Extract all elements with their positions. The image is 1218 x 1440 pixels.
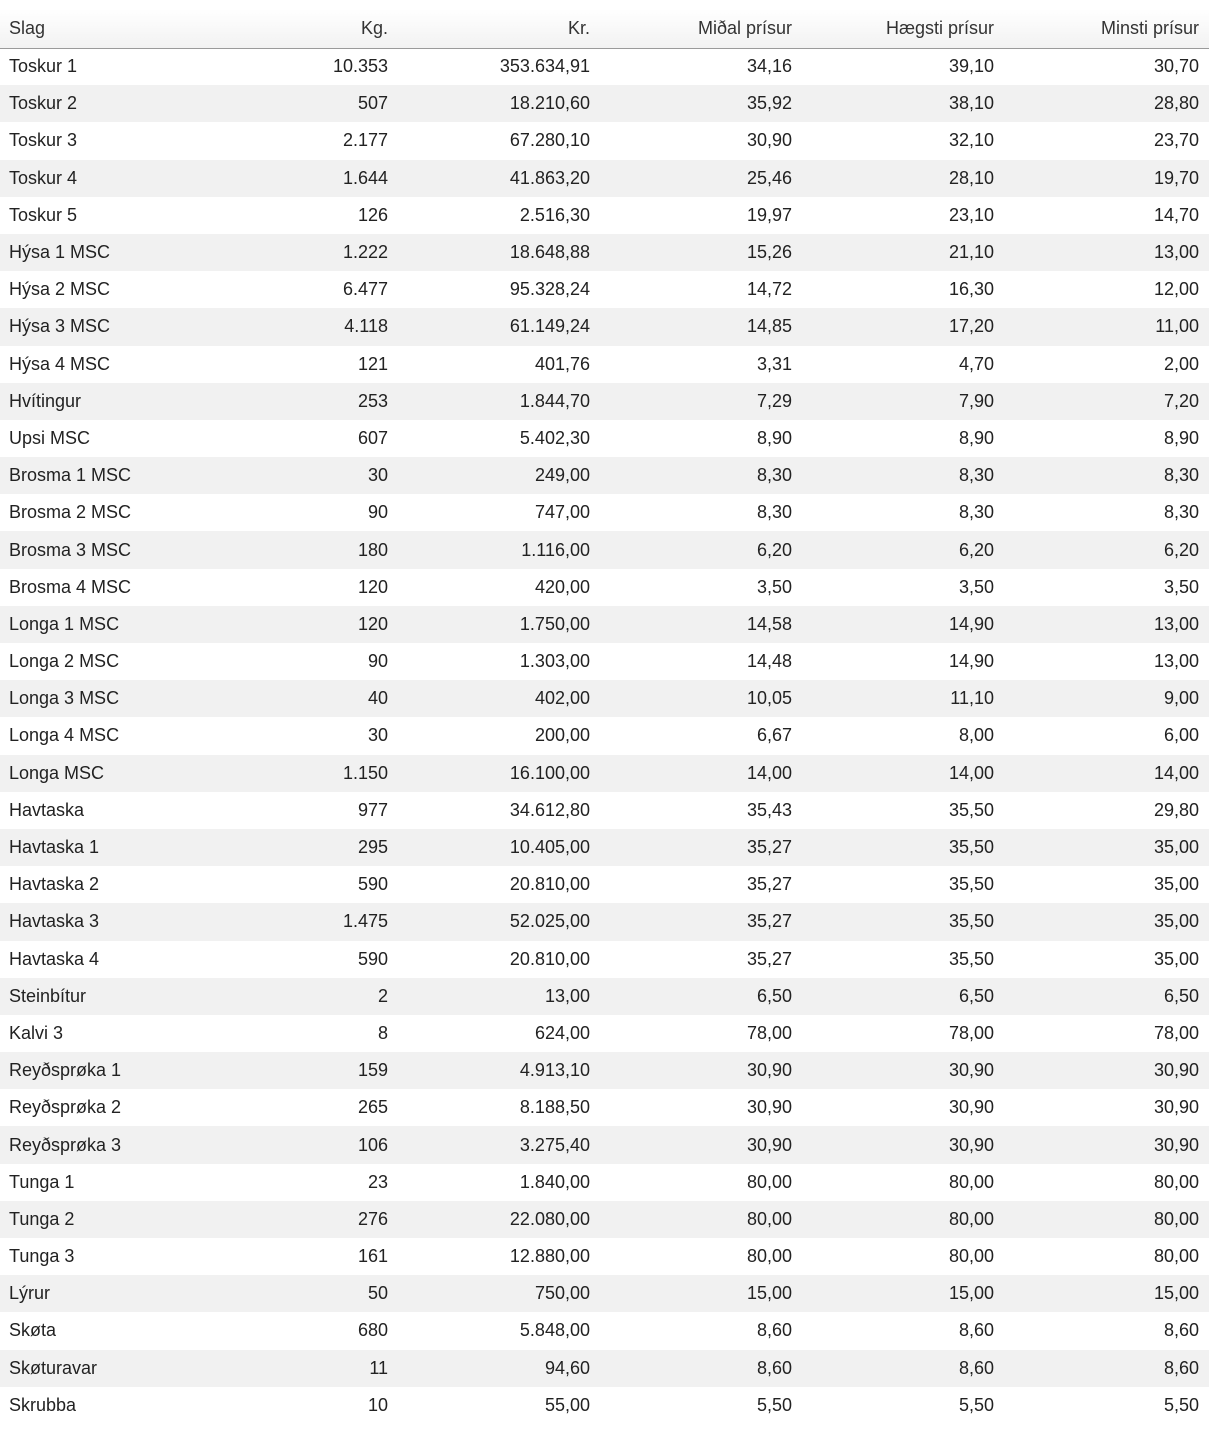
cell-lowest-price: 13,00 [1153, 242, 1199, 263]
table-row [0, 1201, 1209, 1238]
cell-highest-price: 8,30 [958, 502, 994, 523]
cell-kr: 94,60 [544, 1357, 590, 1378]
cell-slag: Toskur 5 [9, 204, 78, 225]
cell-lowest-price: 30,90 [1153, 1097, 1199, 1118]
cell-slag: Brosma 2 MSC [9, 502, 132, 523]
cell-kg: 4.118 [344, 316, 388, 337]
cell-lowest-price: 5,50 [1163, 1394, 1199, 1415]
cell-average-price: 14,72 [746, 279, 792, 300]
cell-slag: Steinbítur [9, 985, 87, 1006]
cell-slag: Upsi MSC [9, 427, 91, 448]
cell-slag: Toskur 3 [9, 130, 78, 151]
cell-average-price: 6,20 [756, 539, 792, 560]
table-row [0, 271, 1209, 308]
cell-kr: 20.810,00 [509, 948, 590, 969]
cell-highest-price: 6,20 [958, 539, 994, 560]
cell-highest-price: 38,10 [948, 93, 994, 114]
table-row [0, 85, 1209, 122]
cell-kg: 11 [369, 1357, 388, 1378]
cell-lowest-price: 14,70 [1153, 204, 1199, 225]
cell-average-price: 15,26 [746, 242, 792, 263]
cell-highest-price: 23,10 [948, 204, 994, 225]
cell-kr: 20.810,00 [509, 874, 590, 895]
table-row [0, 1015, 1209, 1052]
cell-kr: 16.100,00 [509, 762, 590, 783]
cell-slag: Lýrur [9, 1283, 51, 1304]
cell-slag: Brosma 3 MSC [9, 539, 132, 560]
cell-highest-price: 7,90 [958, 390, 994, 411]
cell-highest-price: 30,90 [948, 1134, 994, 1155]
cell-slag: Skøta [9, 1320, 57, 1341]
cell-kr: 402,00 [534, 688, 590, 709]
cell-kr: 95.328,24 [509, 279, 590, 300]
cell-kg: 120 [357, 613, 388, 634]
cell-lowest-price: 8,30 [1163, 502, 1199, 523]
table-row [0, 866, 1209, 903]
cell-kg: 30 [367, 725, 388, 746]
cell-kg: 159 [357, 1060, 388, 1081]
price-table-container [0, 9, 1209, 1424]
cell-highest-price: 35,50 [948, 837, 994, 858]
table-row [0, 978, 1209, 1015]
cell-kg: 121 [357, 353, 388, 374]
cell-kr: 624,00 [534, 1022, 590, 1043]
table-row [0, 1126, 1209, 1163]
cell-lowest-price: 35,00 [1153, 948, 1199, 969]
column-header-slag[interactable]: Slag [0, 9, 195, 48]
cell-average-price: 34,16 [746, 56, 792, 77]
cell-highest-price: 30,90 [948, 1060, 994, 1081]
cell-slag: Longa 2 MSC [9, 651, 120, 672]
cell-average-price: 8,30 [756, 465, 792, 486]
cell-kg: 8 [377, 1022, 388, 1043]
cell-kg: 106 [357, 1134, 388, 1155]
cell-slag: Havtaska 1 [9, 837, 100, 858]
cell-highest-price: 16,30 [948, 279, 994, 300]
cell-average-price: 35,27 [746, 837, 792, 858]
cell-highest-price: 4,70 [958, 353, 994, 374]
cell-kg: 507 [357, 93, 388, 114]
cell-lowest-price: 8,30 [1163, 465, 1199, 486]
cell-highest-price: 80,00 [948, 1208, 994, 1229]
cell-kr: 420,00 [534, 576, 590, 597]
cell-kr: 5.848,00 [519, 1320, 590, 1341]
table-row [0, 160, 1209, 197]
cell-kg: 590 [357, 874, 388, 895]
cell-average-price: 8,60 [756, 1320, 792, 1341]
cell-slag: Brosma 4 MSC [9, 576, 132, 597]
cell-kr: 1.303,00 [519, 651, 590, 672]
cell-kr: 3.275,40 [519, 1134, 590, 1155]
table-row [0, 829, 1209, 866]
cell-lowest-price: 6,20 [1163, 539, 1199, 560]
cell-slag: Skrubba [9, 1394, 77, 1415]
cell-slag: Hýsa 2 MSC [9, 279, 111, 300]
cell-average-price: 6,50 [756, 985, 792, 1006]
cell-highest-price: 6,50 [958, 985, 994, 1006]
cell-lowest-price: 6,00 [1163, 725, 1199, 746]
cell-slag: Toskur 1 [9, 56, 78, 77]
cell-slag: Longa 4 MSC [9, 725, 120, 746]
column-header-average-price[interactable]: Miðal prísur [600, 9, 802, 48]
cell-kr: 13,00 [544, 985, 590, 1006]
table-row [0, 717, 1209, 754]
table-row [0, 494, 1209, 531]
cell-kg: 295 [357, 837, 388, 858]
cell-lowest-price: 28,80 [1153, 93, 1199, 114]
table-row [0, 792, 1209, 829]
table-row [0, 680, 1209, 717]
cell-kr: 52.025,00 [509, 911, 590, 932]
cell-average-price: 35,43 [746, 799, 792, 820]
cell-average-price: 78,00 [746, 1022, 792, 1043]
column-header-highest-price[interactable]: Hægsti prísur [802, 9, 1004, 48]
table-row [0, 903, 1209, 940]
cell-highest-price: 8,60 [958, 1357, 994, 1378]
cell-kg: 40 [367, 688, 388, 709]
table-row [0, 1387, 1209, 1424]
table-row [0, 346, 1209, 383]
cell-lowest-price: 23,70 [1153, 130, 1199, 151]
table-body [0, 48, 1209, 1424]
cell-kr: 61.149,24 [509, 316, 590, 337]
table-row [0, 420, 1209, 457]
cell-highest-price: 21,10 [948, 242, 994, 263]
cell-highest-price: 35,50 [948, 874, 994, 895]
cell-average-price: 14,85 [746, 316, 792, 337]
cell-kg: 50 [367, 1283, 388, 1304]
cell-kg: 180 [357, 539, 388, 560]
cell-highest-price: 3,50 [958, 576, 994, 597]
cell-average-price: 25,46 [746, 167, 792, 188]
cell-average-price: 7,29 [756, 390, 792, 411]
table-row [0, 1238, 1209, 1275]
cell-slag: Hýsa 3 MSC [9, 316, 111, 337]
cell-highest-price: 8,60 [958, 1320, 994, 1341]
table-row [0, 606, 1209, 643]
cell-lowest-price: 30,90 [1153, 1060, 1199, 1081]
cell-slag: Kalvi 3 [9, 1022, 64, 1043]
cell-average-price: 35,92 [746, 93, 792, 114]
cell-slag: Hýsa 4 MSC [9, 353, 111, 374]
table-row [0, 1275, 1209, 1312]
cell-lowest-price: 80,00 [1153, 1208, 1199, 1229]
cell-kg: 680 [357, 1320, 388, 1341]
cell-kr: 200,00 [534, 725, 590, 746]
cell-kr: 1.844,70 [519, 390, 590, 411]
cell-highest-price: 28,10 [948, 167, 994, 188]
cell-kr: 18.210,60 [509, 93, 590, 114]
cell-average-price: 30,90 [746, 130, 792, 151]
cell-slag: Tunga 1 [9, 1171, 75, 1192]
cell-lowest-price: 80,00 [1153, 1171, 1199, 1192]
cell-highest-price: 11,10 [950, 688, 994, 709]
cell-kg: 10.353 [332, 56, 388, 77]
cell-average-price: 15,00 [746, 1283, 792, 1304]
cell-slag: Toskur 4 [9, 167, 78, 188]
cell-slag: Skøturavar [9, 1357, 98, 1378]
table-row [0, 1089, 1209, 1126]
cell-highest-price: 35,50 [948, 799, 994, 820]
table-row [0, 383, 1209, 420]
cell-slag: Reyðsprøka 1 [9, 1060, 122, 1081]
cell-slag: Longa MSC [9, 762, 105, 783]
table-row [0, 1350, 1209, 1387]
cell-kr: 249,00 [534, 465, 590, 486]
cell-slag: Havtaska 2 [9, 874, 100, 895]
cell-slag: Longa 3 MSC [9, 688, 120, 709]
cell-kg: 126 [357, 204, 388, 225]
cell-average-price: 14,00 [746, 762, 792, 783]
table-row [0, 122, 1209, 159]
cell-slag: Longa 1 MSC [9, 613, 120, 634]
cell-highest-price: 14,90 [948, 613, 994, 634]
column-header-lowest-price[interactable]: Minsti prísur [1004, 9, 1209, 48]
cell-lowest-price: 14,00 [1153, 762, 1199, 783]
table-row [0, 308, 1209, 345]
cell-kg: 161 [357, 1246, 388, 1267]
cell-kg: 90 [367, 502, 388, 523]
table-header [0, 9, 1209, 48]
cell-lowest-price: 12,00 [1153, 279, 1199, 300]
cell-kg: 1.150 [342, 762, 388, 783]
table-row [0, 48, 1209, 85]
table-row [0, 569, 1209, 606]
cell-kg: 253 [357, 390, 388, 411]
cell-kr: 34.612,80 [509, 799, 590, 820]
cell-kr: 5.402,30 [519, 427, 590, 448]
table-row [0, 1164, 1209, 1201]
cell-lowest-price: 11,00 [1155, 316, 1199, 337]
cell-kr: 353.634,91 [499, 56, 590, 77]
cell-lowest-price: 78,00 [1153, 1022, 1199, 1043]
cell-kg: 90 [367, 651, 388, 672]
cell-slag: Toskur 2 [9, 93, 78, 114]
cell-highest-price: 8,30 [958, 465, 994, 486]
column-header-kg[interactable]: Kg. [195, 9, 398, 48]
cell-kr: 8.188,50 [519, 1097, 590, 1118]
cell-kg: 1.475 [342, 911, 388, 932]
cell-lowest-price: 35,00 [1153, 874, 1199, 895]
cell-highest-price: 8,00 [958, 725, 994, 746]
cell-slag: Hýsa 1 MSC [9, 242, 111, 263]
cell-slag: Havtaska 4 [9, 948, 100, 969]
cell-average-price: 3,50 [756, 576, 792, 597]
cell-lowest-price: 8,60 [1163, 1357, 1199, 1378]
cell-kr: 22.080,00 [509, 1208, 590, 1229]
cell-kg: 1.222 [342, 242, 388, 263]
cell-lowest-price: 35,00 [1153, 837, 1199, 858]
cell-kr: 12.880,00 [509, 1246, 590, 1267]
cell-average-price: 6,67 [756, 725, 792, 746]
cell-highest-price: 14,90 [948, 651, 994, 672]
cell-kr: 750,00 [534, 1283, 590, 1304]
cell-lowest-price: 7,20 [1163, 390, 1199, 411]
cell-lowest-price: 15,00 [1153, 1283, 1199, 1304]
table-row [0, 457, 1209, 494]
price-table [0, 9, 1209, 1424]
cell-kr: 747,00 [534, 502, 590, 523]
cell-average-price: 35,27 [746, 948, 792, 969]
cell-lowest-price: 9,00 [1163, 688, 1199, 709]
cell-kg: 265 [357, 1097, 388, 1118]
cell-average-price: 8,30 [756, 502, 792, 523]
table-row [0, 1052, 1209, 1089]
cell-kr: 1.750,00 [519, 613, 590, 634]
cell-highest-price: 17,20 [948, 316, 994, 337]
cell-kr: 2.516,30 [519, 204, 590, 225]
cell-lowest-price: 8,60 [1163, 1320, 1199, 1341]
cell-lowest-price: 8,90 [1163, 427, 1199, 448]
cell-kr: 1.116,00 [521, 539, 590, 560]
cell-highest-price: 5,50 [958, 1394, 994, 1415]
cell-average-price: 80,00 [746, 1171, 792, 1192]
cell-lowest-price: 3,50 [1163, 576, 1199, 597]
cell-lowest-price: 35,00 [1153, 911, 1199, 932]
cell-average-price: 19,97 [746, 204, 792, 225]
cell-average-price: 80,00 [746, 1208, 792, 1229]
table-row [0, 197, 1209, 234]
cell-highest-price: 78,00 [948, 1022, 994, 1043]
cell-average-price: 35,27 [746, 911, 792, 932]
cell-highest-price: 80,00 [948, 1246, 994, 1267]
cell-kg: 23 [367, 1171, 388, 1192]
cell-kg: 2.177 [342, 130, 388, 151]
cell-average-price: 5,50 [756, 1394, 792, 1415]
cell-average-price: 14,48 [746, 651, 792, 672]
cell-average-price: 80,00 [746, 1246, 792, 1267]
cell-highest-price: 39,10 [948, 56, 994, 77]
cell-slag: Tunga 3 [9, 1246, 75, 1267]
cell-highest-price: 35,50 [948, 948, 994, 969]
cell-kg: 977 [357, 799, 388, 820]
table-row [0, 755, 1209, 792]
cell-slag: Reyðsprøka 3 [9, 1134, 122, 1155]
cell-kr: 1.840,00 [519, 1171, 590, 1192]
cell-average-price: 30,90 [746, 1134, 792, 1155]
cell-average-price: 8,90 [756, 427, 792, 448]
cell-average-price: 30,90 [746, 1060, 792, 1081]
cell-kr: 4.913,10 [519, 1060, 590, 1081]
cell-kg: 2 [377, 985, 388, 1006]
cell-highest-price: 30,90 [948, 1097, 994, 1118]
cell-kg: 607 [357, 427, 388, 448]
cell-lowest-price: 13,00 [1153, 613, 1199, 634]
cell-kr: 55,00 [544, 1394, 590, 1415]
cell-average-price: 10,05 [746, 688, 792, 709]
cell-average-price: 3,31 [756, 353, 792, 374]
cell-kg: 590 [357, 948, 388, 969]
table-row [0, 531, 1209, 568]
cell-average-price: 35,27 [746, 874, 792, 895]
cell-highest-price: 8,90 [958, 427, 994, 448]
cell-kg: 276 [357, 1208, 388, 1229]
cell-kr: 10.405,00 [509, 837, 590, 858]
cell-highest-price: 35,50 [948, 911, 994, 932]
cell-lowest-price: 80,00 [1153, 1246, 1199, 1267]
table-row [0, 643, 1209, 680]
table-row [0, 234, 1209, 271]
cell-lowest-price: 29,80 [1153, 799, 1199, 820]
cell-lowest-price: 2,00 [1163, 353, 1199, 374]
cell-kr: 401,76 [534, 353, 590, 374]
cell-kr: 18.648,88 [509, 242, 590, 263]
cell-kg: 10 [367, 1394, 388, 1415]
cell-kr: 41.863,20 [509, 167, 590, 188]
cell-slag: Brosma 1 MSC [9, 465, 132, 486]
cell-highest-price: 14,00 [948, 762, 994, 783]
cell-highest-price: 32,10 [948, 130, 994, 151]
cell-slag: Hvítingur [9, 390, 82, 411]
cell-slag: Havtaska [9, 799, 85, 820]
cell-highest-price: 80,00 [948, 1171, 994, 1192]
cell-kg: 6.477 [342, 279, 388, 300]
cell-average-price: 8,60 [756, 1357, 792, 1378]
cell-lowest-price: 6,50 [1163, 985, 1199, 1006]
cell-slag: Reyðsprøka 2 [9, 1097, 122, 1118]
column-header-kr[interactable]: Kr. [398, 9, 600, 48]
cell-average-price: 14,58 [746, 613, 792, 634]
cell-kg: 1.644 [342, 167, 388, 188]
cell-slag: Havtaska 3 [9, 911, 100, 932]
cell-slag: Tunga 2 [9, 1208, 75, 1229]
cell-kg: 120 [357, 576, 388, 597]
cell-average-price: 30,90 [746, 1097, 792, 1118]
cell-lowest-price: 19,70 [1153, 167, 1199, 188]
cell-kg: 30 [367, 465, 388, 486]
table-row [0, 941, 1209, 978]
cell-lowest-price: 30,90 [1153, 1134, 1199, 1155]
cell-lowest-price: 13,00 [1153, 651, 1199, 672]
cell-kr: 67.280,10 [509, 130, 590, 151]
header-row [0, 9, 1209, 48]
cell-lowest-price: 30,70 [1153, 56, 1199, 77]
cell-highest-price: 15,00 [948, 1283, 994, 1304]
table-row [0, 1312, 1209, 1349]
